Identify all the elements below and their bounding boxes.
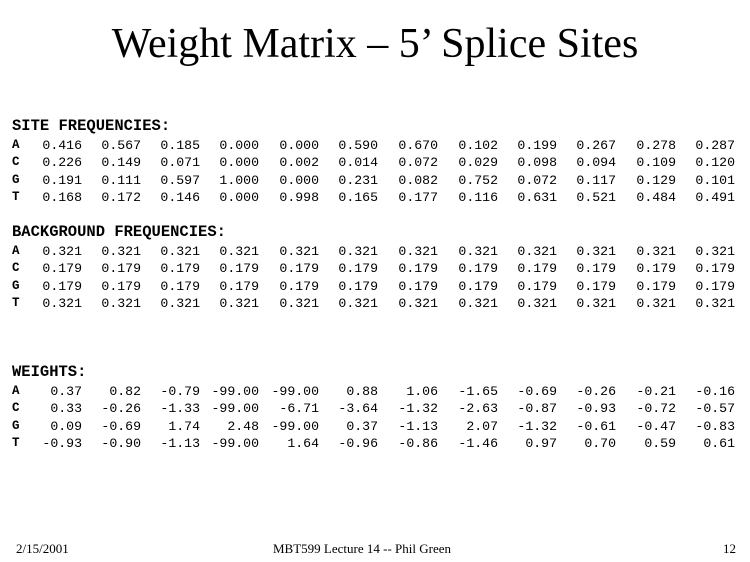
- matrix-cell: 0.321: [695, 295, 735, 311]
- matrix-cell: 0.129: [636, 172, 676, 188]
- matrix-cell: 0.321: [160, 295, 200, 311]
- row-label: A: [12, 384, 20, 398]
- matrix-cell: 0.179: [219, 278, 259, 294]
- matrix-cell: 0.146: [160, 189, 200, 205]
- matrix-cell: 0.179: [338, 261, 378, 277]
- matrix-cell: -0.61: [576, 418, 616, 434]
- matrix-cell: 0.590: [338, 138, 378, 153]
- matrix-cell: 0.002: [279, 155, 319, 171]
- matrix-cell: 0.491: [695, 189, 735, 205]
- matrix-cell: -2.63: [458, 401, 498, 417]
- matrix-cell: 0.179: [338, 278, 378, 294]
- footer-page-number: 12: [723, 541, 736, 556]
- matrix-cell: 0.179: [576, 278, 616, 294]
- matrix-cell: 0.199: [517, 138, 557, 153]
- section-heading: SITE FREQUENCIES:: [12, 117, 171, 135]
- matrix-cell: 0.97: [525, 435, 557, 451]
- row-label: G: [12, 278, 20, 293]
- matrix-cell: -3.64: [338, 401, 378, 417]
- row-label: T: [12, 189, 20, 204]
- matrix-cell: -0.69: [517, 384, 557, 399]
- matrix-cell: -99.00: [211, 401, 259, 417]
- matrix-cell: 2.48: [227, 418, 259, 434]
- matrix-cell: 0.071: [160, 155, 200, 171]
- matrix-cell: -0.96: [338, 435, 378, 451]
- matrix-cell: 1.64: [287, 435, 319, 451]
- matrix-cell: 0.82: [109, 384, 141, 399]
- matrix-cell: 0.179: [160, 278, 200, 294]
- matrix-cell: 1.000: [219, 172, 259, 188]
- matrix-cell: -99.00: [211, 384, 259, 399]
- matrix-cell: 0.179: [398, 278, 438, 294]
- matrix-cell: 0.149: [101, 155, 141, 171]
- matrix-cell: 0.267: [576, 138, 616, 153]
- matrix-cell: 0.670: [398, 138, 438, 153]
- matrix-cell: -0.90: [101, 435, 141, 451]
- row-label: A: [12, 244, 20, 258]
- matrix-cell: -1.13: [160, 435, 200, 451]
- matrix-cell: 0.321: [338, 295, 378, 311]
- matrix-cell: 0.287: [695, 138, 735, 153]
- matrix-cell: -0.87: [517, 401, 557, 417]
- matrix-cell: 0.179: [517, 278, 557, 294]
- matrix-cell: 0.752: [458, 172, 498, 188]
- matrix-cell: 0.09: [50, 418, 82, 434]
- matrix-cell: -0.47: [636, 418, 676, 434]
- row-label: G: [12, 418, 20, 433]
- row-label: C: [12, 261, 20, 276]
- matrix-cell: 0.179: [101, 278, 141, 294]
- matrix-cell: 1.06: [406, 384, 438, 399]
- matrix-cell: 1.74: [168, 418, 200, 434]
- matrix-cell: 0.88: [346, 384, 378, 399]
- matrix-cell: 0.278: [636, 138, 676, 153]
- matrix-cell: 0.111: [101, 172, 141, 188]
- matrix-cell: 0.082: [398, 172, 438, 188]
- matrix-cell: 0.998: [279, 189, 319, 205]
- matrix-cell: 0.484: [636, 189, 676, 205]
- section-heading: WEIGHTS:: [12, 363, 87, 381]
- page-title: Weight Matrix – 5’ Splice Sites: [111, 21, 639, 67]
- matrix-cell: 0.029: [458, 155, 498, 171]
- matrix-cell: -1.65: [458, 384, 498, 399]
- matrix-cell: 0.120: [695, 155, 735, 171]
- matrix-cell: 0.321: [160, 244, 200, 259]
- matrix-cell: 0.321: [458, 244, 498, 259]
- matrix-cell: -0.86: [398, 435, 438, 451]
- matrix-cell: 0.321: [517, 244, 557, 259]
- matrix-cell: 0.321: [219, 295, 259, 311]
- matrix-cell: 0.179: [279, 261, 319, 277]
- matrix-cell: 0.321: [42, 295, 82, 311]
- matrix-cell: 0.116: [458, 189, 498, 205]
- matrix-cell: -0.57: [695, 401, 735, 417]
- matrix-cell: 0.179: [219, 261, 259, 277]
- matrix-cell: 0.000: [279, 172, 319, 188]
- matrix-cell: -0.26: [101, 401, 141, 417]
- matrix-cell: 0.321: [458, 295, 498, 311]
- matrix-cell: -0.21: [636, 384, 676, 399]
- matrix-cell: -0.69: [101, 418, 141, 434]
- matrix-cell: 0.014: [338, 155, 378, 171]
- matrix-cell: -1.32: [398, 401, 438, 417]
- matrix-cell: -1.46: [458, 435, 498, 451]
- matrix-cell: 0.321: [636, 295, 676, 311]
- row-label: C: [12, 401, 20, 416]
- matrix-cell: 0.321: [398, 295, 438, 311]
- matrix-cell: 0.321: [576, 244, 616, 259]
- matrix-cell: 0.179: [42, 261, 82, 277]
- row-label: A: [12, 138, 20, 152]
- matrix-cell: -99.00: [271, 418, 319, 434]
- matrix-cell: 0.521: [576, 189, 616, 205]
- matrix-cell: 0.072: [517, 172, 557, 188]
- matrix-cell: 0.165: [338, 189, 378, 205]
- matrix-cell: -99.00: [211, 435, 259, 451]
- matrix-cell: 0.109: [636, 155, 676, 171]
- matrix-cell: -0.83: [695, 418, 735, 434]
- matrix-cell: -0.93: [576, 401, 616, 417]
- matrix-cell: 0.61: [703, 435, 735, 451]
- matrix-cell: 0.226: [42, 155, 82, 171]
- matrix-cell: 0.321: [636, 244, 676, 259]
- matrix-cell: 0.179: [279, 278, 319, 294]
- matrix-cell: 0.321: [517, 295, 557, 311]
- row-label: T: [12, 435, 20, 450]
- matrix-cell: 0.321: [398, 244, 438, 259]
- section-heading: BACKGROUND FREQUENCIES:: [12, 223, 226, 241]
- matrix-cell: 0.179: [42, 278, 82, 294]
- matrix-cell: 0.094: [576, 155, 616, 171]
- matrix-cell: 0.321: [42, 244, 82, 259]
- matrix-cell: 0.37: [50, 384, 82, 399]
- matrix-cell: 0.179: [101, 261, 141, 277]
- matrix-cell: 0.321: [279, 244, 319, 259]
- matrix-cell: 0.179: [458, 261, 498, 277]
- matrix-cell: 0.098: [517, 155, 557, 171]
- matrix-cell: 0.179: [160, 261, 200, 277]
- matrix-cell: 0.177: [398, 189, 438, 205]
- matrix-cell: 0.231: [338, 172, 378, 188]
- matrix-cell: 0.072: [398, 155, 438, 171]
- matrix-cell: 0.179: [458, 278, 498, 294]
- matrix-cell: -0.79: [160, 384, 200, 399]
- matrix-cell: 0.321: [219, 244, 259, 259]
- matrix-cell: 0.000: [219, 189, 259, 205]
- row-label: G: [12, 172, 20, 187]
- matrix-cell: 0.179: [398, 261, 438, 277]
- matrix-cell: 0.59: [644, 435, 676, 451]
- matrix-cell: 0.567: [101, 138, 141, 153]
- matrix-cell: -0.26: [576, 384, 616, 399]
- matrix-cell: -1.13: [398, 418, 438, 434]
- matrix-cell: 0.179: [576, 261, 616, 277]
- matrix-cell: -99.00: [271, 384, 319, 399]
- matrix-cell: 0.168: [42, 189, 82, 205]
- matrix-cell: 0.000: [219, 155, 259, 171]
- matrix-cell: 0.179: [517, 261, 557, 277]
- matrix-cell: 0.101: [695, 172, 735, 188]
- matrix-cell: 0.179: [636, 278, 676, 294]
- matrix-cell: 0.321: [279, 295, 319, 311]
- matrix-cell: 0.70: [584, 435, 616, 451]
- matrix-cell: 0.191: [42, 172, 82, 188]
- matrix-cell: 0.416: [42, 138, 82, 153]
- matrix-cell: 0.000: [219, 138, 259, 153]
- matrix-cell: -0.16: [695, 384, 735, 399]
- footer-date: 2/15/2001: [16, 541, 69, 556]
- matrix-cell: -0.72: [636, 401, 676, 417]
- matrix-cell: 0.179: [695, 261, 735, 277]
- matrix-cell: 0.179: [636, 261, 676, 277]
- footer-course: MBT599 Lecture 14 -- Phil Green: [273, 541, 451, 556]
- matrix-cell: 0.179: [695, 278, 735, 294]
- matrix-cell: 0.597: [160, 172, 200, 188]
- matrix-cell: 0.321: [101, 244, 141, 259]
- matrix-cell: 0.321: [695, 244, 735, 259]
- row-label: C: [12, 155, 20, 170]
- matrix-cell: 0.631: [517, 189, 557, 205]
- matrix-cell: 0.321: [576, 295, 616, 311]
- row-label: T: [12, 295, 20, 310]
- matrix-cell: 0.321: [101, 295, 141, 311]
- matrix-cell: -6.71: [279, 401, 319, 417]
- matrix-cell: 0.185: [160, 138, 200, 153]
- matrix-cell: 0.33: [50, 401, 82, 417]
- matrix-cell: 0.172: [101, 189, 141, 205]
- matrix-cell: -1.33: [160, 401, 200, 417]
- matrix-cell: 2.07: [466, 418, 498, 434]
- matrix-cell: 0.102: [458, 138, 498, 153]
- matrix-cell: -1.32: [517, 418, 557, 434]
- matrix-cell: 0.321: [338, 244, 378, 259]
- matrix-cell: 0.117: [576, 172, 616, 188]
- matrix-cell: 0.000: [279, 138, 319, 153]
- matrix-cell: -0.93: [42, 435, 82, 451]
- matrix-cell: 0.37: [346, 418, 378, 434]
